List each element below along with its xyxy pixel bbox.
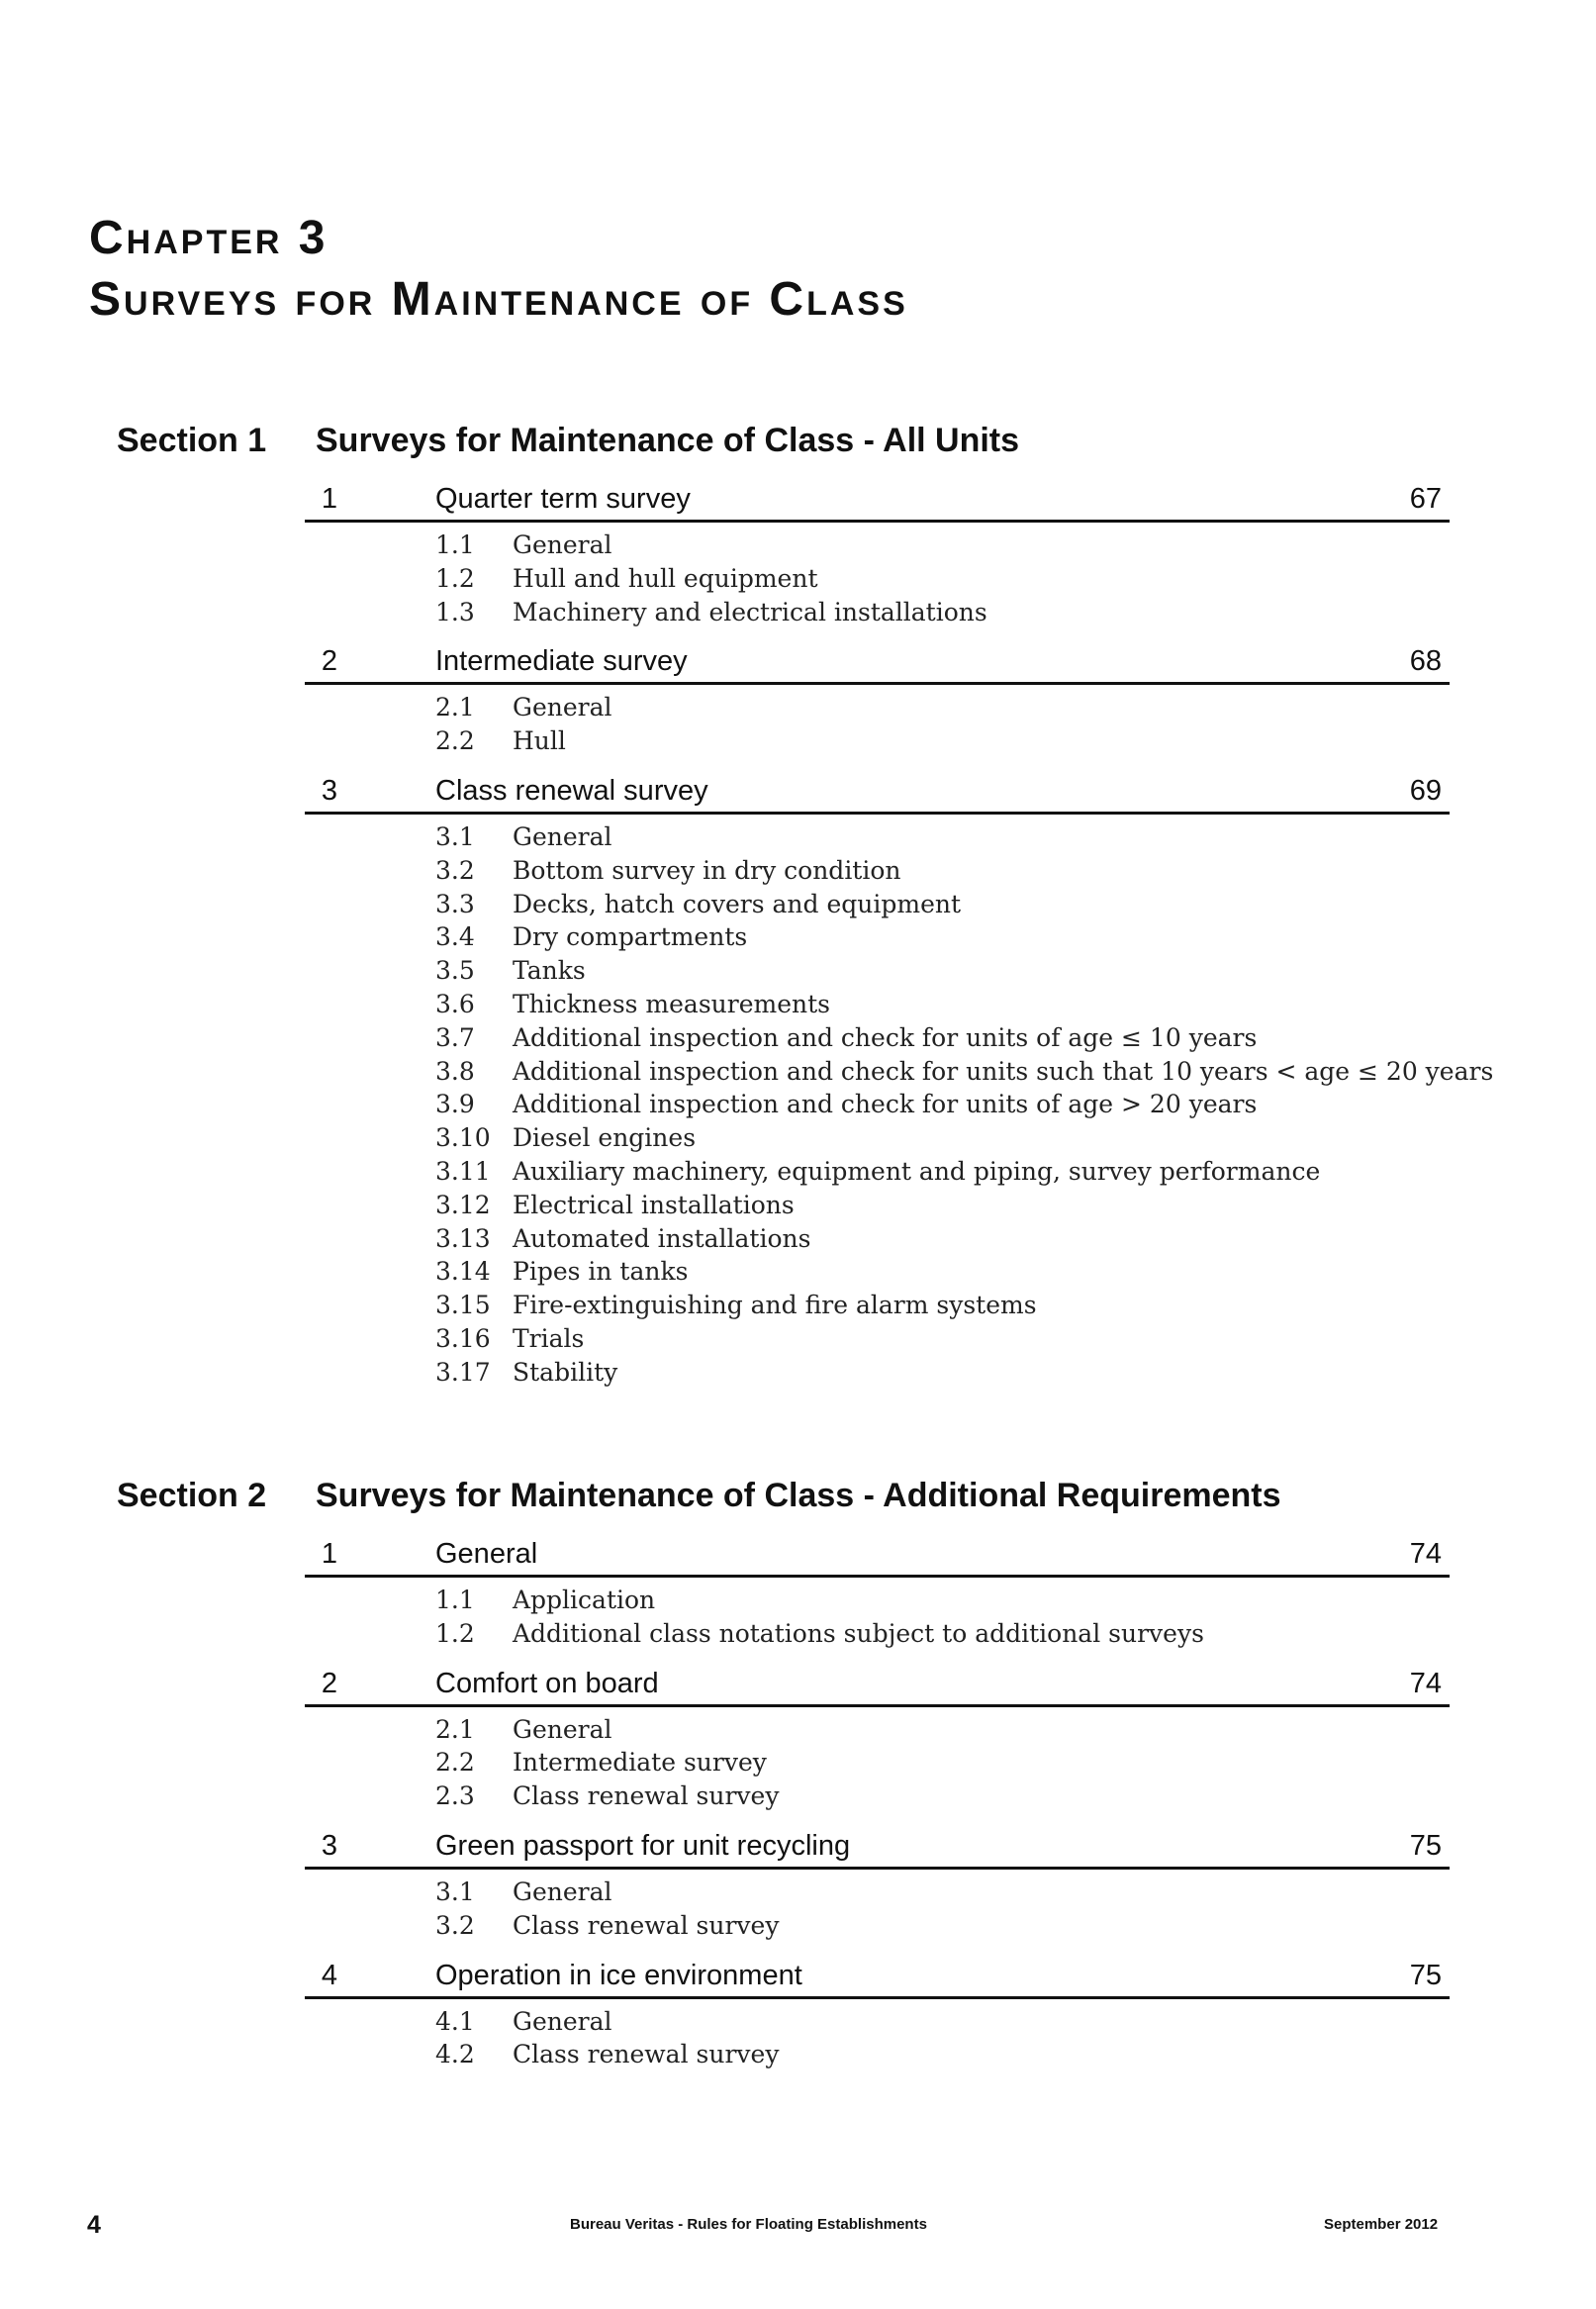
article-list [0,478,1596,1401]
article-heading [305,1663,1450,1707]
subsection-title: Pipes in tanks [513,1257,689,1287]
subsection-item [0,1289,1596,1322]
subsection-number: 2.1 [435,693,475,722]
subsection-item [0,1356,1596,1390]
subsection-number: 2.2 [435,726,475,756]
subsection-list [0,1870,1596,1955]
subsection-item [0,724,1596,758]
subsection-title: Electrical installations [513,1190,795,1219]
article-title: Intermediate survey [435,645,688,678]
chapter-title: Surveys for Maintenance of Class [89,273,908,326]
page-footer [0,2211,1596,2239]
article-page-number: 75 [1409,1959,1442,1991]
subsection-item [0,1909,1596,1943]
subsection-title: Additional inspection and check for units of age ≤ 10 years [513,1022,1258,1052]
article-number: 1 [321,483,338,515]
subsection-number: 3.10 [435,1123,491,1153]
article-title: Operation in ice environment [435,1959,802,1991]
subsection-item [0,1780,1596,1813]
subsection-item [0,1189,1596,1222]
subsection-number: 1.1 [435,530,475,559]
subsection-list [0,1578,1596,1663]
article-page-number: 74 [1409,1667,1442,1699]
subsection-item [0,2005,1596,2039]
subsection-number: 3.2 [435,1910,475,1940]
subsection-number: 2.3 [435,1781,475,1811]
subsection-title: Hull [513,726,566,756]
subsection-item [0,1876,1596,1909]
subsection-title: Additional inspection and check for units of age > 20 years [513,1090,1258,1119]
subsection-number: 3.2 [435,855,475,885]
subsection-number: 1.1 [435,1586,475,1614]
subsection-title: General [513,693,612,722]
subsection-list [0,815,1596,1401]
subsection-title: Additional inspection and check for units such that 10 years < age ≤ 20 years [513,1056,1494,1086]
section-label: Section 2 [117,1477,267,1514]
subsection-title: Stability [513,1357,618,1387]
subsection-number: 3.4 [435,922,475,952]
article-number: 2 [321,645,338,678]
subsection-title: Machinery and electrical installations [513,597,987,626]
subsection-number: 3.13 [435,1223,491,1253]
subsection-title: Application [513,1586,656,1614]
article-title: Green passport for unit recycling [435,1829,851,1862]
subsection-item [0,988,1596,1021]
article-title: General [435,1538,538,1570]
chapter-heading [89,208,908,331]
subsection-title: Class renewal survey [513,1781,780,1811]
subsection-item [0,1121,1596,1155]
subsection-title: Class renewal survey [513,2040,780,2069]
subsection-item [0,820,1596,854]
subsection-list [0,523,1596,640]
section-label: Section 1 [117,422,267,459]
subsection-item [0,596,1596,629]
subsection-item [0,854,1596,888]
article-number: 4 [321,1959,338,1991]
toc-article [0,770,1596,1401]
article-number: 3 [321,774,338,807]
subsection-title: Additional class notations subject to additional surveys [513,1618,1204,1648]
subsection-item [0,1617,1596,1651]
article-heading [305,1955,1450,1999]
subsection-item [0,2038,1596,2071]
subsection-title: Tanks [513,956,586,986]
subsection-title: Auxiliary machinery, equipment and piping, survey performance [513,1156,1321,1186]
subsection-title: Fire-extinguishing and fire alarm systems [513,1291,1037,1320]
subsection-item [0,1713,1596,1747]
subsection-number: 3.9 [435,1090,475,1119]
toc-article [0,1533,1596,1663]
subsection-title: Diesel engines [513,1123,697,1153]
toc-article [0,1663,1596,1825]
article-page-number: 75 [1409,1829,1442,1862]
footer-page-number: 4 [87,2211,101,2239]
subsection-title: Automated installations [513,1223,811,1253]
subsection-number: 3.17 [435,1357,491,1387]
subsection-title: Class renewal survey [513,1910,780,1940]
subsection-title: Hull and hull equipment [513,563,818,593]
article-page-number: 68 [1409,645,1442,678]
subsection-item [0,529,1596,562]
subsection-number: 3.16 [435,1323,491,1353]
subsection-number: 1.2 [435,1618,475,1648]
article-page-number: 69 [1409,774,1442,807]
subsection-item [0,1746,1596,1780]
subsection-item [0,1155,1596,1189]
subsection-item [0,1021,1596,1055]
subsection-item [0,1088,1596,1121]
article-title: Quarter term survey [435,483,691,515]
subsection-number: 4.2 [435,2040,475,2069]
subsection-title: Bottom survey in dry condition [513,855,901,885]
subsection-title: General [513,1714,612,1744]
toc-article [0,640,1596,770]
section-title: Surveys for Maintenance of Class - All Units [316,422,1020,459]
subsection-number: 4.1 [435,2006,475,2036]
subsection-list [0,1999,1596,2084]
subsection-title: Trials [513,1323,585,1353]
article-heading [305,478,1450,523]
subsection-item [0,888,1596,921]
article-heading [305,640,1450,685]
subsection-title: Dry compartments [513,922,748,952]
subsection-title: Decks, hatch covers and equipment [513,889,962,918]
subsection-number: 3.6 [435,989,475,1018]
subsection-number: 3.5 [435,956,475,986]
subsection-title: General [513,2006,612,2036]
subsection-list [0,1707,1596,1825]
subsection-title: Thickness measurements [513,989,830,1018]
article-heading [305,1825,1450,1870]
article-number: 2 [321,1667,338,1699]
article-page-number: 67 [1409,483,1442,515]
subsection-number: 2.2 [435,1748,475,1778]
subsection-number: 3.1 [435,1876,475,1906]
chapter-number: Chapter 3 [89,212,329,264]
subsection-number: 1.3 [435,597,475,626]
subsection-number: 3.12 [435,1190,491,1219]
footer-publication: Bureau Veritas - Rules for Floating Establishments [570,2216,927,2233]
subsection-number: 3.1 [435,821,475,851]
subsection-title: Intermediate survey [513,1748,767,1778]
toc-article [0,1825,1596,1955]
subsection-item [0,1322,1596,1356]
subsection-title: General [513,821,612,851]
subsection-number: 3.8 [435,1056,475,1086]
article-heading [305,770,1450,815]
subsection-number: 3.14 [435,1257,491,1287]
subsection-number: 3.11 [435,1156,491,1186]
toc-article [0,478,1596,640]
article-number: 3 [321,1829,338,1862]
subsection-item [0,691,1596,724]
subsection-number: 3.15 [435,1291,491,1320]
subsection-number: 3.7 [435,1022,475,1052]
subsection-item [0,920,1596,954]
subsection-item [0,1255,1596,1289]
subsection-number: 3.3 [435,889,475,918]
footer-date: September 2012 [1324,2216,1439,2233]
subsection-item [0,954,1596,988]
article-page-number: 74 [1409,1538,1442,1570]
subsection-number: 2.1 [435,1714,475,1744]
section-title: Surveys for Maintenance of Class - Additional Requirements [316,1477,1281,1514]
subsection-item [0,1222,1596,1256]
subsection-item [0,1584,1596,1617]
article-number: 1 [321,1538,338,1570]
article-list [0,1533,1596,2083]
subsection-list [0,685,1596,770]
subsection-title: General [513,530,612,559]
toc-article [0,1955,1596,2084]
subsection-item [0,562,1596,596]
article-title: Comfort on board [435,1667,659,1699]
subsection-number: 1.2 [435,563,475,593]
article-heading [305,1533,1450,1578]
article-title: Class renewal survey [435,774,708,807]
subsection-title: General [513,1876,612,1906]
subsection-item [0,1055,1596,1089]
